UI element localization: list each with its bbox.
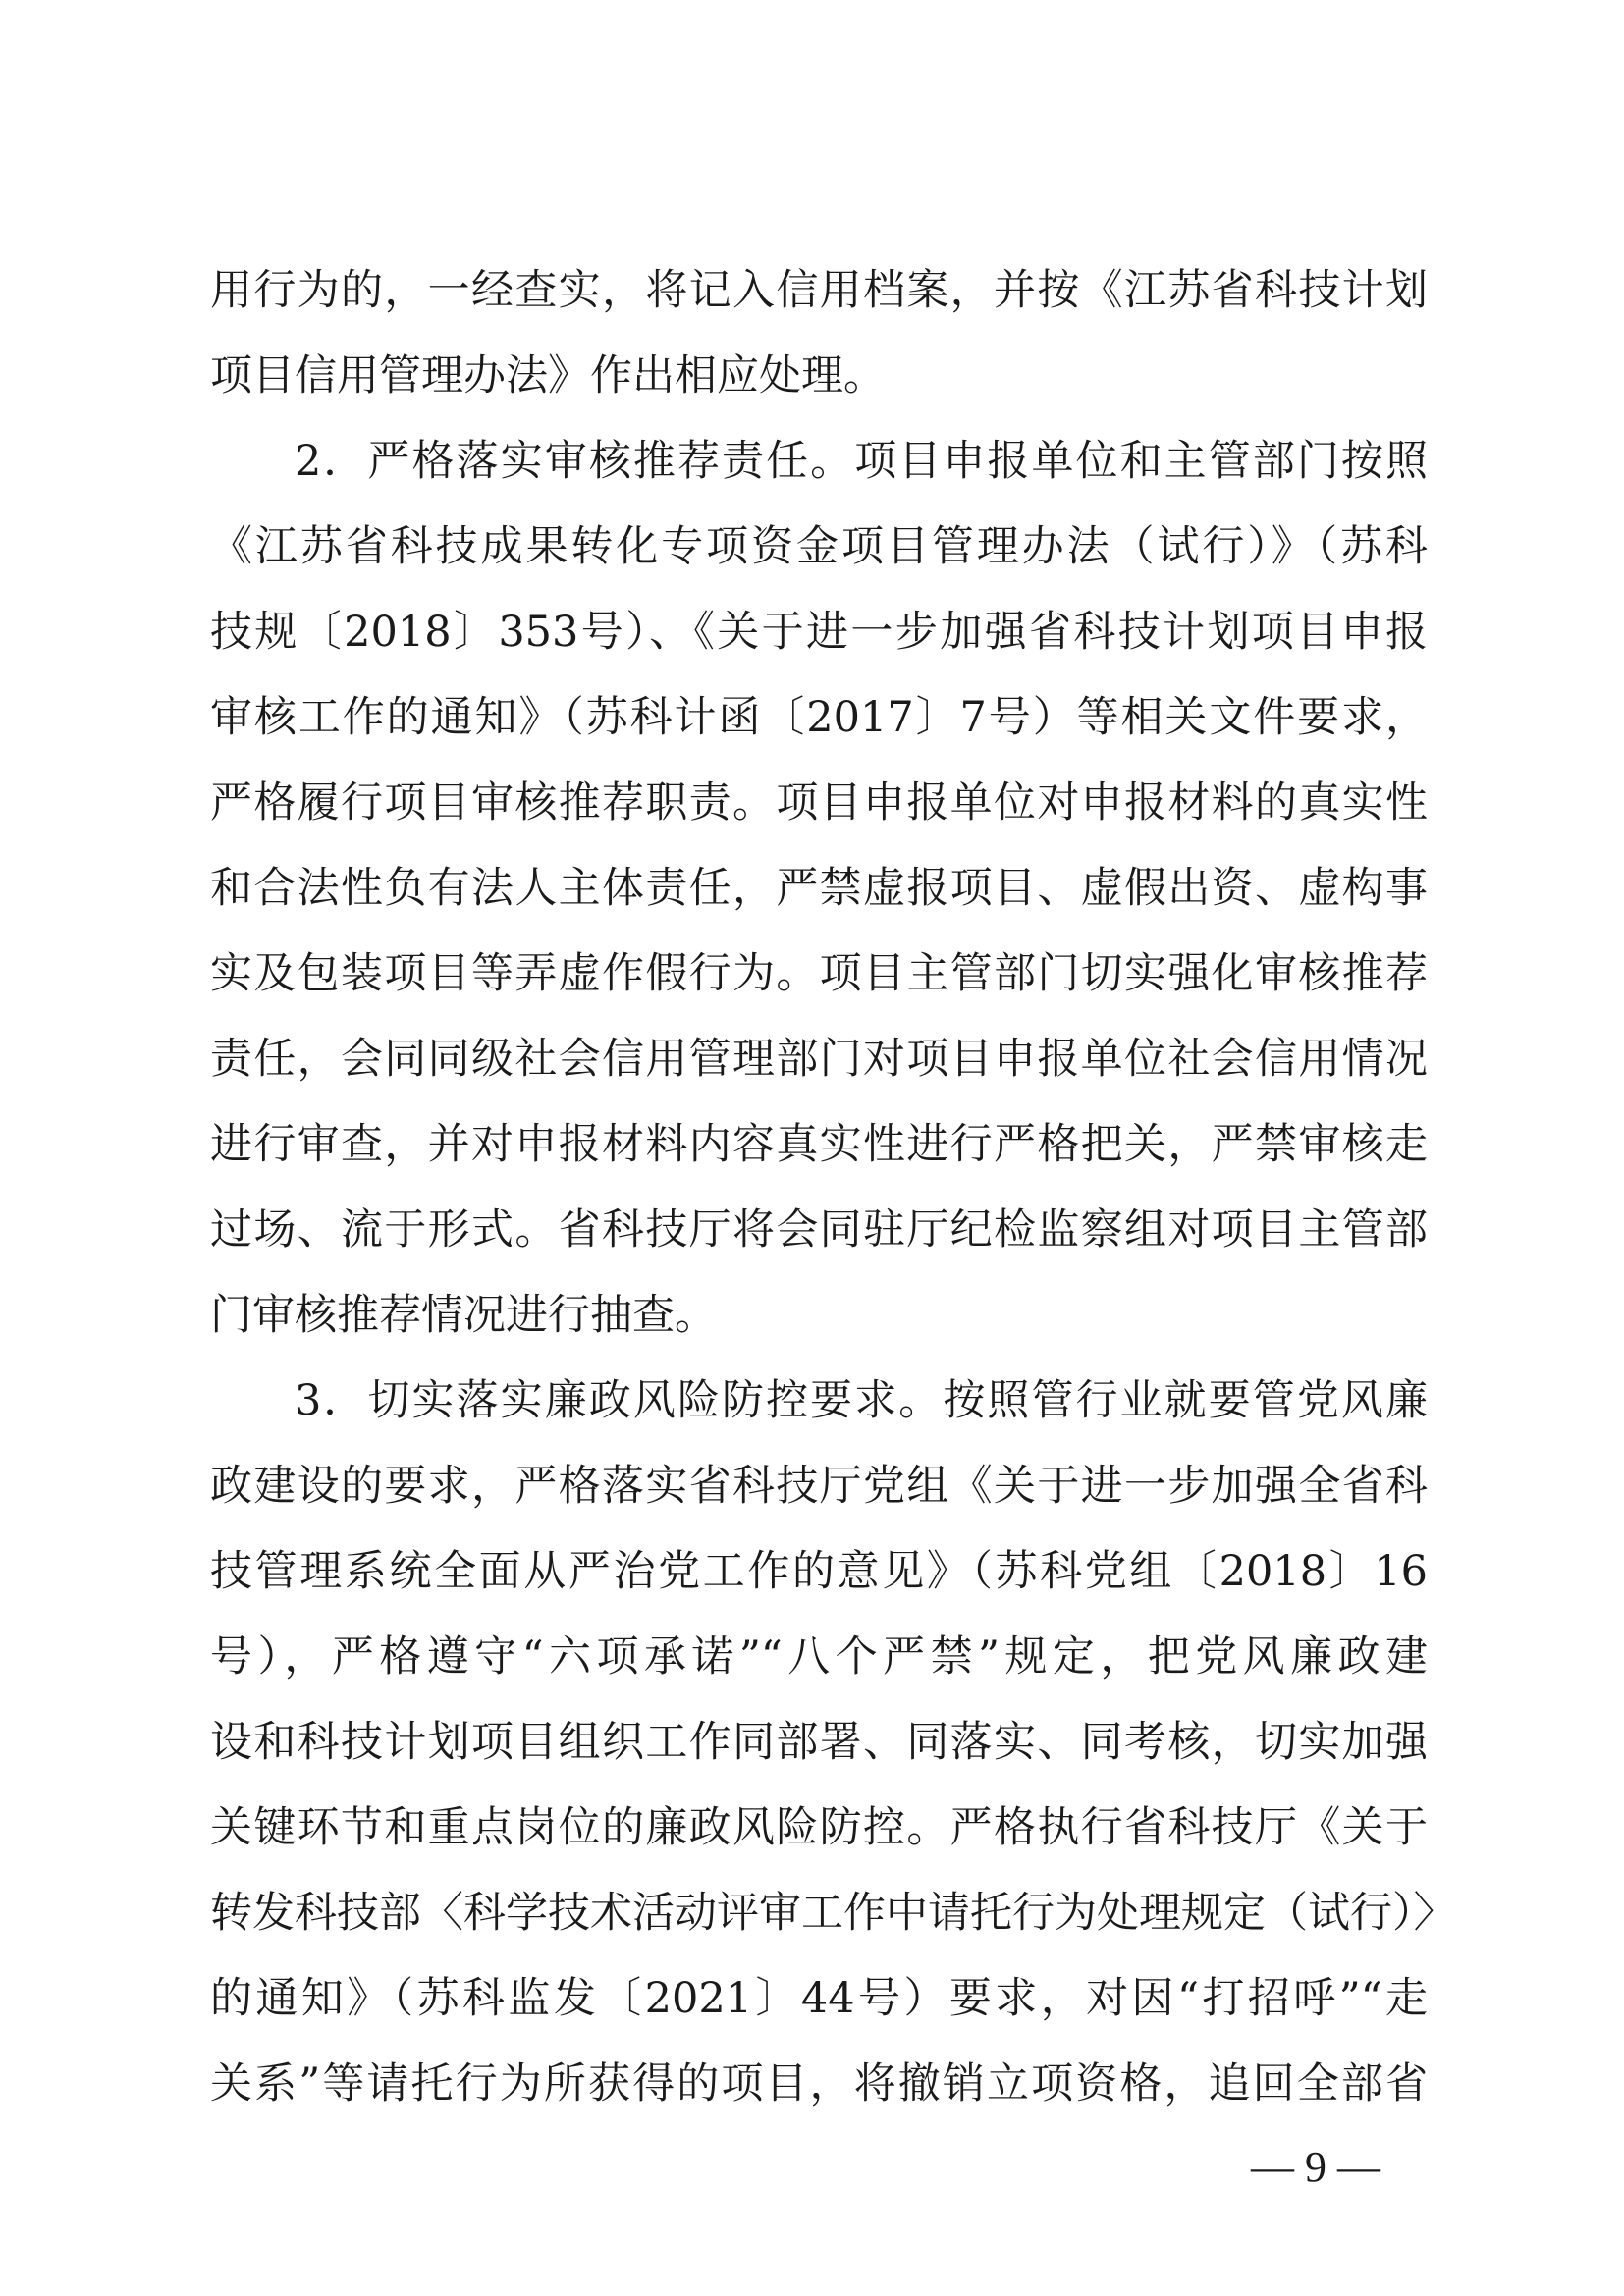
text-line: 和合法性负有法人主体责任，严禁虚报项目、虚假出资、虚构事 [210,864,1428,913]
text-line: 关键环节和重点岗位的廉政风险防控。严格执行省科技厅《关于 [210,1803,1428,1852]
text-line: 进行审查，并对申报材料内容真实性进行严格把关，严禁审核走 [210,1120,1428,1169]
text-line: 技规〔2018〕353号）、《关于进一步加强省科技计划项目申报 [210,608,1428,657]
text-line: 的通知》（苏科监发〔2021〕44号）要求，对因“打招呼”“走 [210,1974,1428,2023]
text-line: 审核工作的通知》（苏科计函〔2017〕7号）等相关文件要求， [210,693,1428,742]
text-line: 关系”等请托行为所获得的项目，将撤销立项资格，追回全部省 [210,2059,1428,2109]
text-line: 过场、流于形式。省科技厅将会同驻厅纪检监察组对项目主管部 [210,1205,1428,1255]
text-line: 《江苏省科技成果转化专项资金项目管理办法（试行）》（苏科 [210,522,1428,571]
paragraph-3-start: 3．切实落实廉政风险防控要求。按照管行业就要管党风廉 [295,1376,1428,1425]
text-line: 实及包装项目等弄虚作假行为。项目主管部门切实强化审核推荐 [210,949,1428,998]
text-line: 门审核推荐情况进行抽查。 [210,1291,717,1340]
text-line: 转发科技部〈科学技术活动评审工作中请托行为处理规定（试行）〉 [210,1889,1456,1938]
text-line: 用行为的，一经查实，将记入信用档案，并按《江苏省科技计划 [210,266,1428,315]
text-line: 严格履行项目审核推荐职责。项目申报单位对申报材料的真实性 [210,778,1428,828]
text-line: 政建设的要求，严格落实省科技厅党组《关于进一步加强全省科 [210,1462,1428,1511]
text-line: 责任，会同同级社会信用管理部门对项目申报单位社会信用情况 [210,1035,1428,1084]
text-line: 设和科技计划项目组织工作同部署、同落实、同考核，切实加强 [210,1718,1428,1767]
text-line: 号），严格遵守“六项承诺”“八个严禁”规定，把党风廉政建 [210,1632,1428,1682]
paragraph-2-start: 2．严格落实审核推荐责任。项目申报单位和主管部门按照 [295,437,1428,486]
page-number: — 9 — [1251,2143,1380,2191]
text-line: 项目信用管理办法》作出相应处理。 [210,351,886,400]
text-line: 技管理系统全面从严治党工作的意见》（苏科党组〔2018〕16 [210,1547,1428,1596]
